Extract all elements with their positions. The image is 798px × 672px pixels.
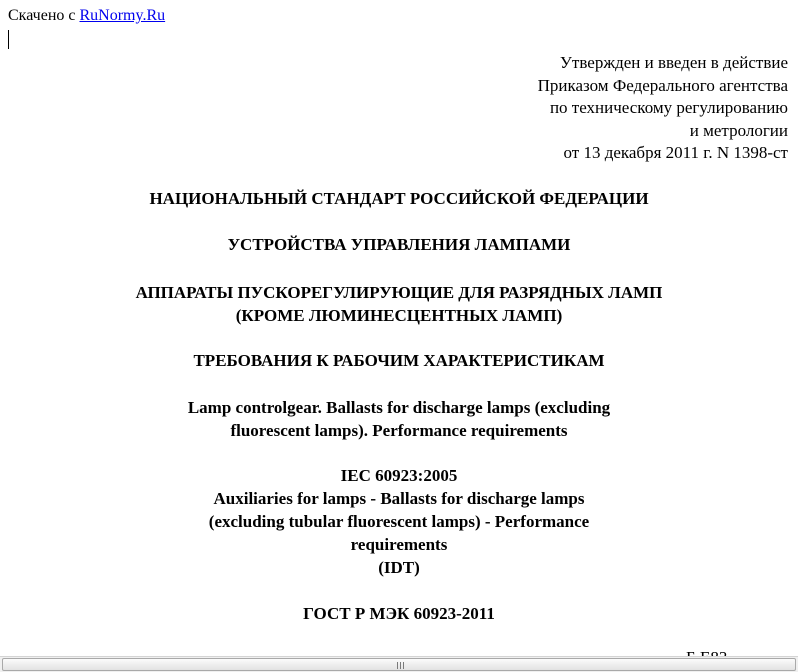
approval-line: по техническому регулированию — [549, 98, 788, 117]
gost-code-heading — [0, 602, 798, 625]
english-title-line: Lamp controlgear. Ballasts for discharge lamps (excluding — [187, 398, 611, 417]
title-sub-line: АППАРАТЫ ПУСКОРЕГУЛИРУЮЩИЕ ДЛЯ РАЗРЯДНЫХ ЛАМП — [135, 283, 663, 302]
source-line — [8, 6, 165, 26]
iec-title-line: Auxiliaries for lamps - Ballasts for discharge lamps — [213, 489, 585, 508]
source-prefix: Скачено с — [8, 7, 80, 24]
text-caret — [8, 30, 9, 49]
title-part-text: ТРЕБОВАНИЯ К РАБОЧИМ ХАРАКТЕРИСТИКАМ — [193, 351, 605, 370]
title-sub-line: (КРОМЕ ЛЮМИНЕСЦЕНТНЫХ ЛАМП) — [235, 306, 563, 325]
horizontal-scrollbar[interactable] — [0, 656, 798, 672]
standard-type-heading — [0, 187, 798, 210]
title-part-heading — [0, 349, 798, 372]
english-title-line: fluorescent lamps). Performance requirements — [230, 421, 568, 440]
approval-line: Приказом Федерального агентства — [537, 75, 788, 95]
approval-block — [538, 52, 788, 165]
title-sub-heading — [0, 281, 798, 327]
standard-type-text: НАЦИОНАЛЬНЫЙ СТАНДАРТ РОССИЙСКОЙ ФЕДЕРАЦИИ — [149, 189, 649, 208]
iec-equivalence: (IDT) — [378, 558, 420, 577]
iec-title-line: (excluding tubular fluorescent lamps) - Performance — [208, 512, 590, 531]
scrollbar-grip-icon — [397, 662, 406, 669]
title-main-text: УСТРОЙСТВА УПРАВЛЕНИЯ ЛАМПАМИ — [227, 235, 571, 254]
title-main-heading — [0, 233, 798, 256]
approval-line: и метрологии — [689, 120, 788, 140]
scrollbar-thumb[interactable] — [2, 658, 796, 671]
runormy-link[interactable]: RuNormy.Ru — [79, 7, 166, 24]
approval-line: от 13 декабря 2011 г. N 1398-ст — [563, 143, 788, 162]
approval-line: Утвержден и введен в действие — [559, 53, 788, 72]
english-title — [0, 396, 798, 442]
iec-title-line: requirements — [350, 535, 448, 554]
gost-code-text: ГОСТ Р МЭК 60923-2011 — [303, 604, 495, 623]
iec-reference — [0, 464, 798, 579]
iec-code: IEC 60923:2005 — [340, 466, 458, 485]
